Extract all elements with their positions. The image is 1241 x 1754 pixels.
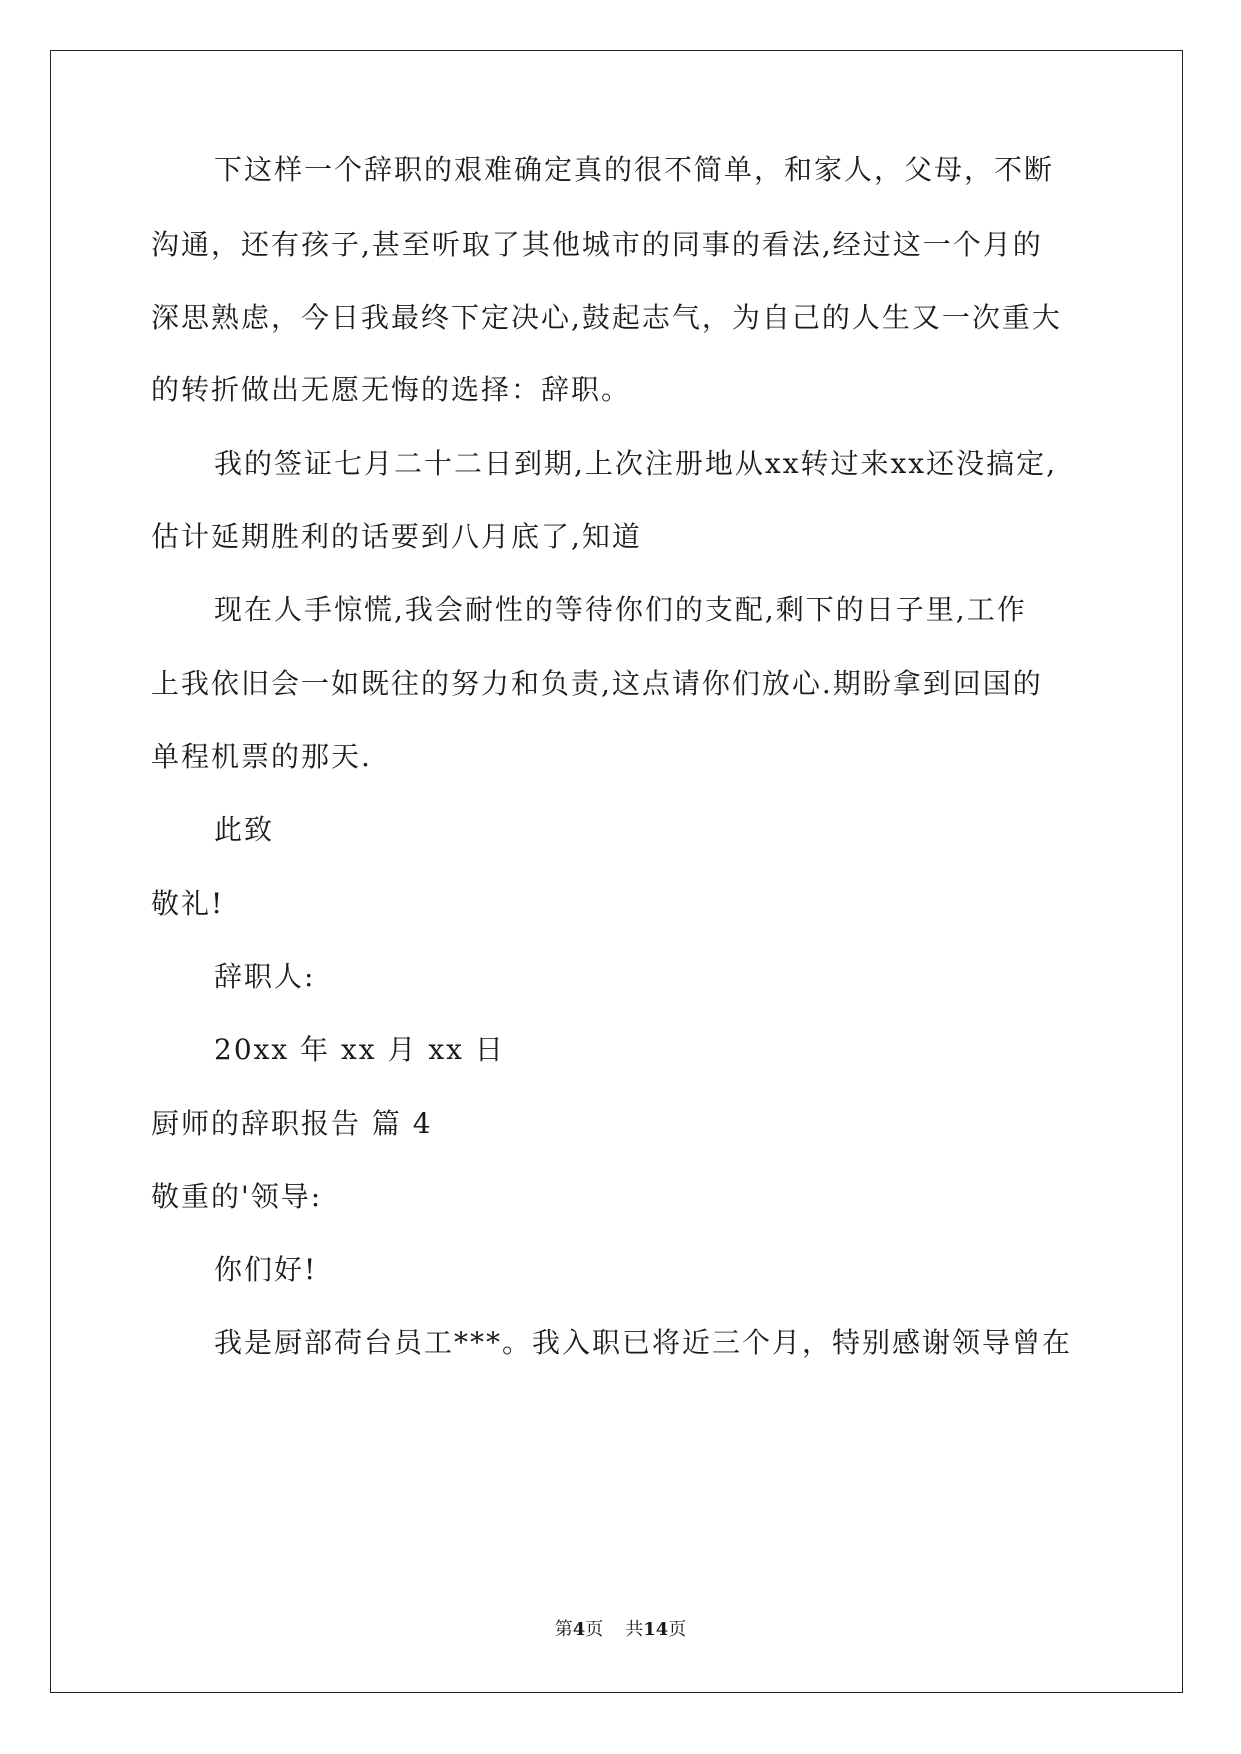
body-text-line: 深思熟虑，今日我最终下定决心,鼓起志气，为自己的人生又一次重大 xyxy=(151,301,1062,334)
body-text-line: 上我依旧会一如既往的努力和负责,这点请你们放心.期盼拿到回国的 xyxy=(151,667,1043,700)
body-text-line: 沟通，还有孩子,甚至听取了其他城市的同事的看法,经过这一个月的 xyxy=(151,228,1043,261)
footer-total-prefix: 共 xyxy=(625,1619,644,1640)
date-line: 20xx 年 xx 月 xx 日 xyxy=(214,1033,505,1066)
signature-label: 辞职人: xyxy=(214,960,316,993)
footer-page-number: 4 xyxy=(572,1619,586,1640)
body-text-line: 估计延期胜利的话要到八月底了,知道 xyxy=(151,520,642,553)
page-footer xyxy=(0,1618,1241,1642)
body-text-line: 我是厨部荷台员工***。我入职已将近三个月，特别感谢领导曾在 xyxy=(214,1326,1073,1359)
letter-greeting: 敬重的'领导: xyxy=(151,1180,323,1213)
body-text-line: 我的签证七月二十二日到期,上次注册地从xx转过来xx还没搞定, xyxy=(214,447,1057,480)
page-border xyxy=(50,50,1183,1693)
body-text-line: 的转折做出无愿无悔的选择：辞职。 xyxy=(151,373,632,406)
section-heading: 厨师的辞职报告 篇 4 xyxy=(151,1107,433,1140)
body-text-line: 下这样一个辞职的艰难确定真的很不简单，和家人，父母，不断 xyxy=(214,153,1055,186)
closing-regards: 敬礼! xyxy=(151,887,225,920)
footer-page-prefix: 第 xyxy=(554,1619,573,1640)
body-text-line: 现在人手惊慌,我会耐性的等待你们的支配,剩下的日子里,工作 xyxy=(214,593,1027,626)
footer-total-pages: 14 xyxy=(643,1619,669,1640)
footer-page-suffix: 页 xyxy=(585,1619,604,1640)
footer-total-suffix: 页 xyxy=(668,1619,687,1640)
body-text-line: 单程机票的那天. xyxy=(151,740,372,773)
letter-salutation: 你们好! xyxy=(214,1253,318,1286)
closing-salutation: 此致 xyxy=(214,813,275,846)
